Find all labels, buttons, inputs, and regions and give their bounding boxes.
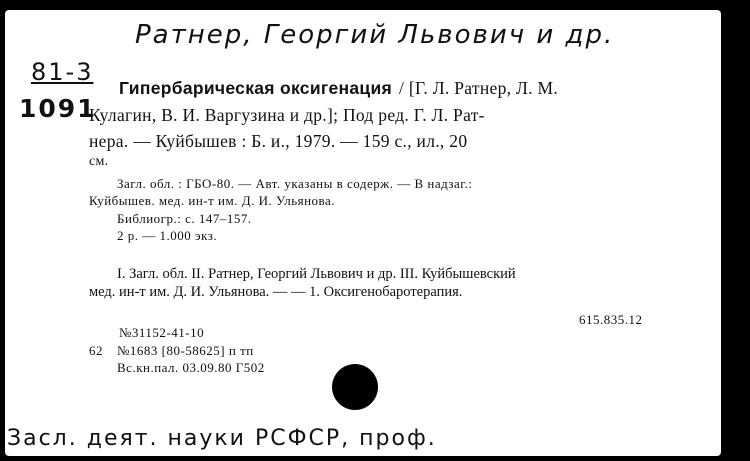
title-line-3: нера. — Куйбышев : Б. и., 1979. — 159 с., ил., 20 — [89, 131, 468, 151]
note-line-2: Куйбышев. мед. ин-т им. Д. И. Ульянова. — [89, 193, 336, 208]
tracing-line-2: мед. ин-т им. Д. И. Ульянова. — — 1. Оксигенобаротерапия. — [89, 284, 463, 300]
footer-line-1: №31152-41-10 — [119, 325, 205, 340]
call-number: 1091 — [19, 94, 97, 123]
title-line-1 — [119, 78, 392, 99]
handwritten-author-note: Ратнер, Георгий Львович и др. — [135, 20, 615, 50]
title-line-1-rest: / [Г. Л. Ратнер, Л. М. — [399, 78, 559, 98]
title-bold: Гипербарическая оксигенация — [119, 78, 393, 98]
title-line-2: Кулагин, В. И. Варгузина и др.]; Под ред. Г. Л. Рат- — [89, 105, 485, 125]
note-line-3: Библиогр.: с. 147–157. — [117, 211, 252, 226]
card-punch-hole — [332, 364, 378, 410]
handwritten-bottom-note: Засл. деят. науки РСФСР, проф. — [7, 426, 437, 451]
note-line-4: 2 р. — 1.000 экз. — [117, 228, 218, 243]
note-line-1: Загл. обл. : ГБО-80. — Авт. указаны в содерж. — В надзаг.: — [117, 176, 473, 191]
shelf-mark: 81-3 — [31, 58, 94, 86]
classification-number: 615.835.12 — [579, 312, 643, 327]
footer-prefix: 62 — [89, 343, 103, 358]
title-line-4: см. — [89, 154, 109, 169]
footer-line-3: Вс.кн.пал. 03.09.80 Г502 — [117, 360, 265, 375]
tracing-line-1: I. Загл. обл. II. Ратнер, Георгий Львович и др. III. Куйбышевский — [117, 266, 516, 282]
footer-line-2: №1683 [80-58625] п тп — [117, 343, 254, 358]
